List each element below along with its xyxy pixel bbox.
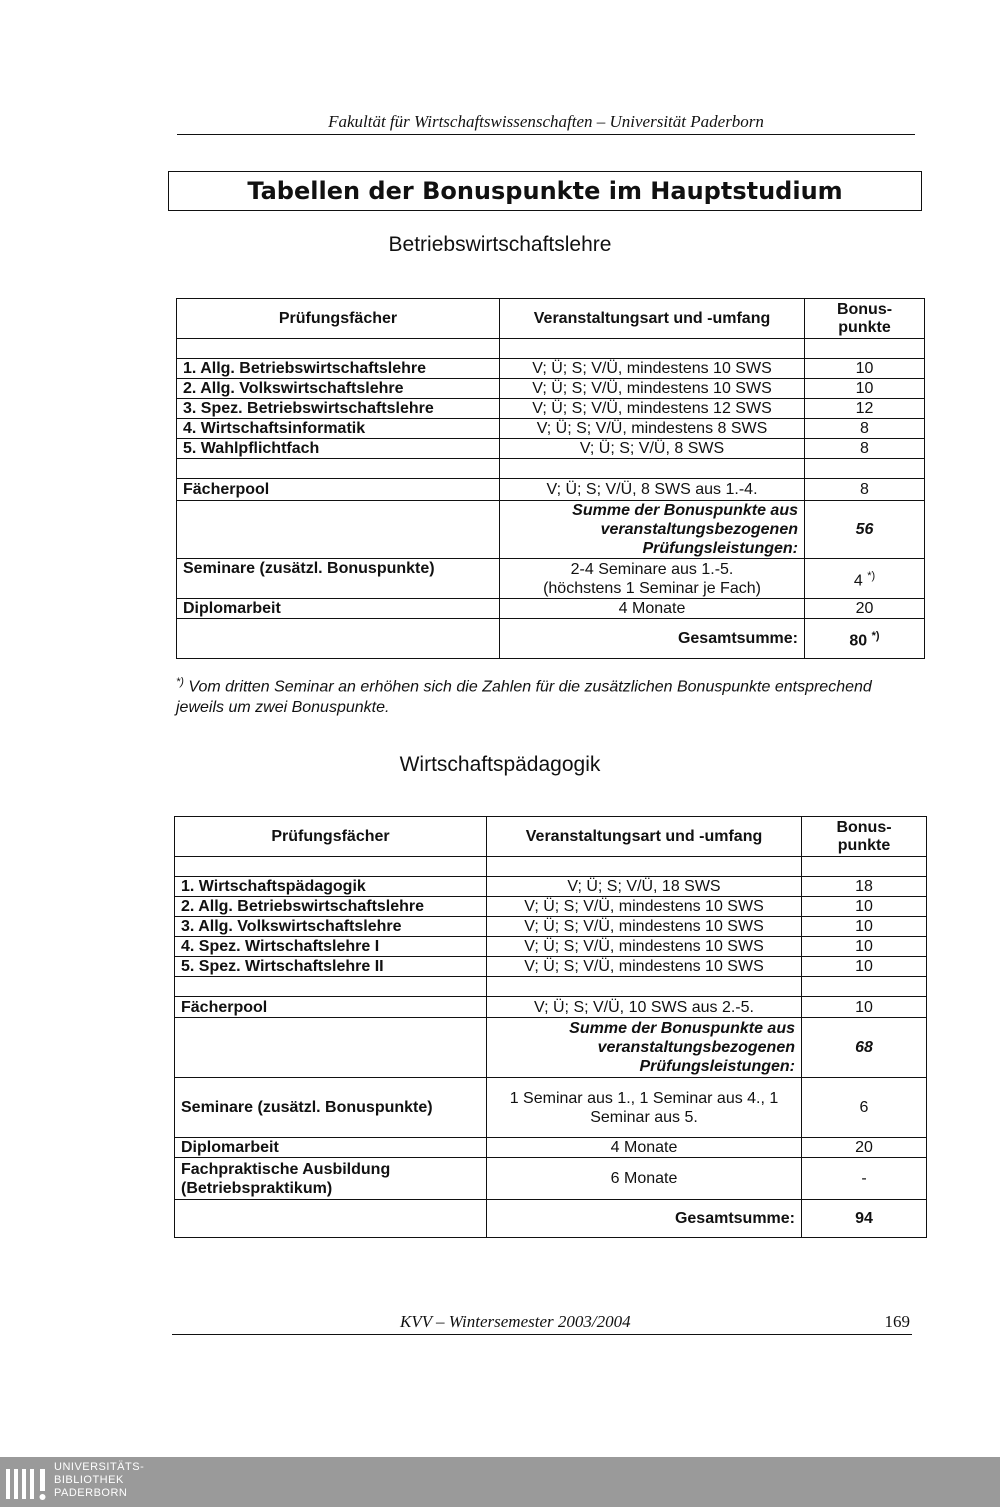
table-row-thesis [175, 1138, 927, 1158]
bonus-table-wipaed [174, 816, 927, 1238]
points-cell: 12 [805, 399, 925, 419]
column-header-subjects: Prüfungsfächer [175, 817, 487, 857]
type-cell: V; Ü; S; V/Ü, mindestens 10 SWS [500, 379, 805, 399]
subject-cell: Diplomarbeit [177, 599, 500, 619]
table-header-row [175, 817, 927, 857]
table-row-internship [175, 1158, 927, 1200]
footnote-text: Vom dritten Seminar an erhöhen sich die Zahlen für die zusätzlichen Bonuspunkte entsprechend jeweils um zwei Bonuspunkte. [176, 678, 872, 717]
page-number: 169 [884, 1312, 910, 1331]
points-cell: 10 [802, 937, 927, 957]
subject-cell: Seminare (zusätzl. Bonuspunkte) [177, 559, 500, 599]
table-row-thesis [177, 599, 925, 619]
type-cell: V; Ü; S; V/Ü, 8 SWS aus 1.-4. [500, 479, 805, 501]
column-header-points: Bonus-punkte [805, 299, 925, 339]
sum-value: 68 [802, 1018, 927, 1078]
type-cell: V; Ü; S; V/Ü, 10 SWS aus 2.-5. [487, 997, 802, 1018]
subject-cell: 2. Allg. Betriebswirtschaftslehre [175, 897, 487, 917]
footnote [176, 672, 876, 718]
total-value: 80 *) [805, 619, 925, 659]
subject-cell: Diplomarbeit [175, 1138, 487, 1158]
table-row [175, 897, 927, 917]
table-row-seminar [177, 559, 925, 599]
type-cell: 6 Monate [487, 1158, 802, 1200]
table-row [175, 957, 927, 977]
points-cell: 10 [802, 957, 927, 977]
type-cell: V; Ü; S; V/Ü, mindestens 10 SWS [500, 359, 805, 379]
page-footer [172, 1312, 912, 1335]
points-cell: 20 [802, 1138, 927, 1158]
column-header-type: Veranstaltungsart und -umfang [487, 817, 802, 857]
table-row-sum [175, 1018, 927, 1078]
type-cell: V; Ü; S; V/Ü, mindestens 8 SWS [500, 419, 805, 439]
subject-cell: Fachpraktische Ausbildung (Betriebspraktikum) [175, 1158, 487, 1200]
type-cell: 2-4 Seminare aus 1.-5. (höchstens 1 Seminar je Fach) [500, 559, 805, 599]
sum-label: Summe der Bonuspunkte aus veranstaltungsbezogenen Prüfungsleistungen: [500, 501, 805, 559]
section-heading-wipaed: Wirtschaftspädagogik [399, 753, 601, 776]
type-cell: V; Ü; S; V/Ü, mindestens 12 SWS [500, 399, 805, 419]
total-label: Gesamtsumme: [500, 619, 805, 659]
page-title: Tabellen der Bonuspunkte im Hauptstudium [168, 171, 922, 211]
type-cell: V; Ü; S; V/Ü, 8 SWS [500, 439, 805, 459]
sum-value: 56 [805, 501, 925, 559]
points-cell: - [802, 1158, 927, 1200]
subject-cell: 3. Allg. Volkswirtschaftslehre [175, 917, 487, 937]
points-cell: 4 *) [805, 559, 925, 599]
subject-cell: 1. Wirtschaftspädagogik [175, 877, 487, 897]
bonus-table-bwl [176, 298, 925, 659]
table-row [177, 359, 925, 379]
library-name: UNIVERSITÄTS- BIBLIOTHEK PADERBORN [54, 1461, 145, 1499]
subject-cell: 4. Wirtschaftsinformatik [177, 419, 500, 439]
subject-cell: 5. Wahlpflichtfach [177, 439, 500, 459]
library-logo-icon [4, 1461, 48, 1503]
table-row-total [175, 1200, 927, 1238]
sum-label: Summe der Bonuspunkte aus veranstaltungsbezogenen Prüfungsleistungen: [487, 1018, 802, 1078]
type-cell: V; Ü; S; V/Ü, 18 SWS [487, 877, 802, 897]
footer-title: KVV – Wintersemester 2003/2004 [400, 1312, 631, 1331]
subject-cell: 4. Spez. Wirtschaftslehre I [175, 937, 487, 957]
table-header-row [177, 299, 925, 339]
column-header-subjects: Prüfungsfächer [177, 299, 500, 339]
table-row-pool [175, 997, 927, 1018]
column-header-type: Veranstaltungsart und -umfang [500, 299, 805, 339]
table-row-pool [177, 479, 925, 501]
footnote-mark: *) [176, 676, 184, 688]
subject-cell: 3. Spez. Betriebswirtschaftslehre [177, 399, 500, 419]
subject-cell: 5. Spez. Wirtschaftslehre II [175, 957, 487, 977]
points-cell: 8 [805, 419, 925, 439]
table-row [175, 917, 927, 937]
subject-cell: Fächerpool [177, 479, 500, 501]
column-header-points: Bonus-punkte [802, 817, 927, 857]
type-cell: 4 Monate [487, 1138, 802, 1158]
subject-cell: 1. Allg. Betriebswirtschaftslehre [177, 359, 500, 379]
points-cell: 18 [802, 877, 927, 897]
table-row [175, 877, 927, 897]
table-row [177, 399, 925, 419]
table-row [175, 937, 927, 957]
type-cell: V; Ü; S; V/Ü, mindestens 10 SWS [487, 897, 802, 917]
points-cell: 10 [802, 997, 927, 1018]
total-value: 94 [802, 1200, 927, 1238]
type-cell: 4 Monate [500, 599, 805, 619]
table-row-seminar [175, 1078, 927, 1138]
points-cell: 10 [805, 379, 925, 399]
subject-cell: Seminare (zusätzl. Bonuspunkte) [175, 1078, 487, 1138]
total-label: Gesamtsumme: [487, 1200, 802, 1238]
table-row [177, 439, 925, 459]
page-header: Fakultät für Wirtschaftswissenschaften – Universität Paderborn [177, 112, 915, 135]
type-cell: V; Ü; S; V/Ü, mindestens 10 SWS [487, 917, 802, 937]
points-cell: 6 [802, 1078, 927, 1138]
points-cell: 8 [805, 479, 925, 501]
table-row [177, 379, 925, 399]
type-cell: V; Ü; S; V/Ü, mindestens 10 SWS [487, 937, 802, 957]
points-cell: 8 [805, 439, 925, 459]
table-row-total [177, 619, 925, 659]
type-cell: 1 Seminar aus 1., 1 Seminar aus 4., 1 Seminar aus 5. [487, 1078, 802, 1138]
table-row-sum [177, 501, 925, 559]
points-cell: 10 [802, 917, 927, 937]
type-cell: V; Ü; S; V/Ü, mindestens 10 SWS [487, 957, 802, 977]
points-cell: 10 [802, 897, 927, 917]
library-bar [0, 1457, 1000, 1507]
points-cell: 20 [805, 599, 925, 619]
subject-cell: 2. Allg. Volkswirtschaftslehre [177, 379, 500, 399]
subject-cell: Fächerpool [175, 997, 487, 1018]
table-row [177, 419, 925, 439]
section-heading-bwl: Betriebswirtschaftslehre [388, 233, 612, 256]
points-cell: 10 [805, 359, 925, 379]
